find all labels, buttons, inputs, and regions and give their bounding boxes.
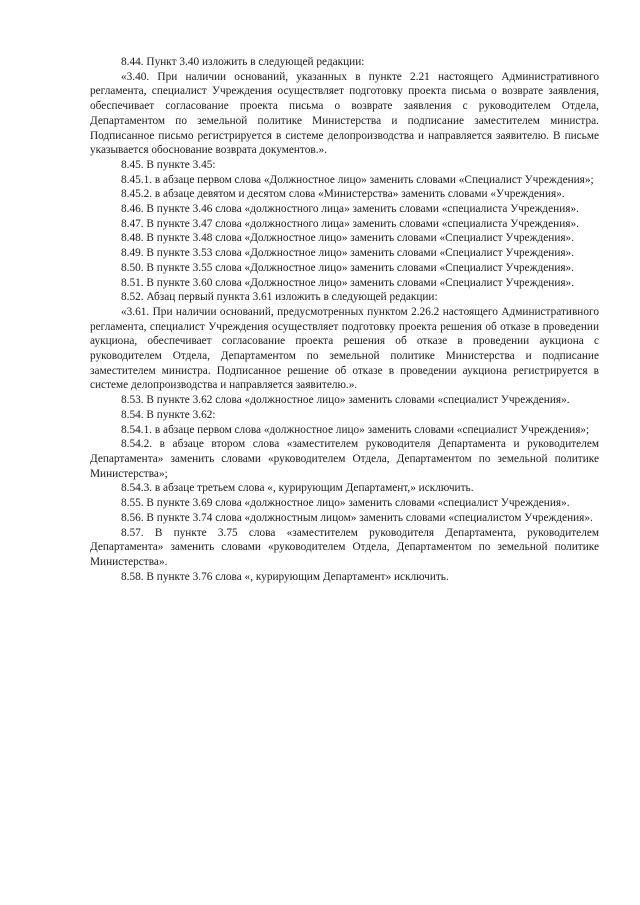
paragraph-8-54-1: 8.54.1. в абзаце первом слова «должностное лицо» заменить словами «специалист Учреждения»; [121,423,590,436]
paragraph-8-54-2: 8.54.2. в абзаце втором слова «заместителем руководителя Департамента и руководителем Департамента» заменить словами «руководителем Отдела, Департаментом по земельной политике Министерства»; [90,438,599,480]
paragraph-8-58: 8.58. В пункте 3.76 слова «, курирующим Департамент» исключить. [121,570,449,583]
paragraph-8-49: 8.49. В пункте 3.53 слова «Должностное лицо» заменить словами «Специалист Учреждения». [121,247,575,260]
paragraph-8-54: 8.54. В пункте 3.62: [121,408,216,421]
paragraph-3-40-text: «3.40. При наличии оснований, указанных в пункте 2.21 настоящего Административного регламента, специалист Учреждения осуществляет подготовку проекта письма о возврате заявления, обеспечивает согласование проекта письма о возврате заявления с руководителем Отдела, Департаментом по земельной политике Министерства и подписание заместителем министра. Подписанное письмо регистрируется в системе делопроизводства и направляется заявителю. В письме указывается обоснование возврата документов.». [90,70,599,157]
paragraph-8-48: 8.48. В пункте 3.48 слова «Должностное лицо» заменить словами «Специалист Учреждения». [121,232,575,245]
paragraph-8-50: 8.50. В пункте 3.55 слова «Должностное лицо» заменить словами «Специалист Учреждения». [121,261,575,274]
paragraph-8-55: 8.55. В пункте 3.69 слова «должностное лицо» заменить словами «специалист Учреждения». [121,497,570,510]
document-body [90,55,599,584]
paragraph-8-45: 8.45. В пункте 3.45: [121,158,216,171]
paragraph-8-45-2: 8.45.2. в абзаце девятом и десятом слова «Министерства» заменить словами «Учреждения». [121,188,565,201]
paragraph-8-47: 8.47. В пункте 3.47 слова «должностного лица» заменить словами «специалиста Учреждения». [121,217,579,230]
paragraph-8-44: 8.44. Пункт 3.40 изложить в следующей редакции: [121,56,365,68]
paragraph-8-56: 8.56. В пункте 3.74 слова «должностным лицом» заменить словами «специалистом Учреждения». [121,511,593,524]
paragraph-8-53: 8.53. В пункте 3.62 слова «должностное лицо» заменить словами «специалист Учреждения». [121,394,570,407]
paragraph-8-54-3: 8.54.3. в абзаце третьем слова «, курирующим Департамент,» исключить. [121,482,474,495]
paragraph-8-57: 8.57. В пункте 3.75 слова «заместителем руководителя Департамента, руководителем Департамента» заменить словами «руководителем Отдела, Департаментом по земельной политике Министерства». [90,526,599,568]
paragraph-8-45-1: 8.45.1. в абзаце первом слова «Должностное лицо» заменить словами «Специалист Учреждения»; [121,173,594,186]
paragraph-8-51: 8.51. В пункте 3.60 слова «Должностное лицо» заменить словами «Специалист Учреждения». [121,276,575,289]
paragraph-3-61-text: «3.61. При наличии оснований, предусмотренных пунктом 2.26.2 настоящего Административного регламента, специалист Учреждения осуществляет подготовку проекта решения об отказе в проведении аукциона, обеспечивает согласование проекта решения об отказе в проведении аукциона с руководителем Отдела, Департаментом по земельной политике Министерства и подписание заместителем министра. Подписанное решение об отказе в проведении аукциона регистрируется в системе делопроизводства и направляется заявителю.». [90,305,599,392]
paragraph-8-52: 8.52. Абзац первый пункта 3.61 изложить в следующей редакции: [121,291,438,304]
paragraph-8-46: 8.46. В пункте 3.46 слова «должностного лица» заменить словами «специалиста Учреждения». [121,203,579,216]
